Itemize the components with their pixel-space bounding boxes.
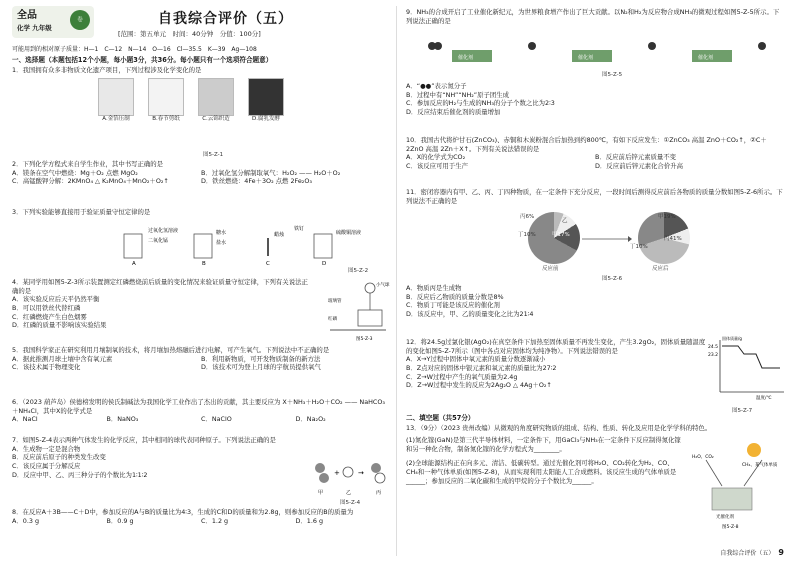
option-c: C．高锰酸钾分解：2KMnO₄ △ K₂MnO₄＋MnO₂＋O₂↑ xyxy=(12,177,169,186)
label-jia-before: 甲17% xyxy=(552,232,570,238)
label-nail: 铁钉 xyxy=(294,226,305,232)
gold-foil-image xyxy=(98,78,134,116)
option-a: A．该实验反应后天平仍然平衡 xyxy=(12,295,100,304)
option-a: A.金箔压制 xyxy=(102,116,130,122)
molecule-mid-2 xyxy=(648,42,656,50)
option-b: B．Z点对应的固体中银元素和氧元素的质量比为27∶2 xyxy=(406,363,557,372)
question-stem: 11．密闭容器内有甲、乙、丙、丁四种物质，在一定条件下充分反应，一段时间后测得反应前后各物质的质量分数如图5-Z-6所示。下列说法不正确的是 xyxy=(406,188,783,205)
brand-logo xyxy=(12,6,94,38)
figure-caption: 图5-Z-1 xyxy=(203,152,224,158)
option-a: A．“●●”表示氮分子 xyxy=(406,82,467,90)
label-sugar: 糖水 xyxy=(216,230,227,236)
option-c: C.云锦织造 xyxy=(202,116,230,122)
page-footer xyxy=(720,548,784,559)
brand-name: 全品 xyxy=(17,10,37,21)
molecule-n2-atom xyxy=(434,42,442,50)
question-1 xyxy=(12,66,390,75)
option-b: B.春节剪纸 xyxy=(152,116,180,122)
part-2: (2)全球能源结构正在向多元、清洁、低碳转型。通过光催化剂可将H₂O、CO₂转化为H₂、CO、CH₄和一种气体单质(如图5-Z-8)，从而实现利用太阳能人工合成燃料。该反应生成的气体单质是______；参加反应的二氧化碳和生成的甲烷的分子个数比为______。 xyxy=(406,459,677,485)
arrow-icon: → xyxy=(358,469,364,477)
label-products: CH₄、某气体单质 xyxy=(742,463,778,468)
label-bing-after: 丙41% xyxy=(664,236,682,242)
option-a: A．生成物一定是混合物 xyxy=(12,444,81,453)
question-5 xyxy=(12,346,390,372)
figure-caption: 图5-Z-3 xyxy=(356,337,373,342)
option-d: D．Z→W过程中发生的反应为2Ag₂O △ 4Ag＋O₂↑ xyxy=(406,381,552,390)
question-12 xyxy=(406,338,706,390)
option-b: B．可以用铁丝代替红磷 xyxy=(12,303,81,312)
question-10 xyxy=(406,136,784,171)
label-mno2: 二氧化锰 xyxy=(148,238,169,244)
question-7 xyxy=(12,436,292,479)
label-salt: 盐水 xyxy=(216,240,227,246)
beaker-b xyxy=(194,234,212,258)
exam-scope: [范围：第五单元 时间：40分钟 分值：100分] xyxy=(118,30,261,38)
label-candle: 蜡烛 xyxy=(274,232,285,238)
question-stem: 9．NH₃的合成开启了工业催化新纪元，为世界粮食增产作出了巨大贡献。以N₂和H₂为反应物合成NH₃的微观过程如图5-Z-5所示。下列说法正确的是 xyxy=(406,8,780,25)
question-stem: 6．（2023 葫芦岛）侯德榜发明的侯氏制碱法为我国化学工业作出了杰出的贡献，其主要反应为 X＋NH₃＋H₂O＋CO₂ —— NaHCO₃＋NH₄Cl，其中X的化学式是 xyxy=(12,398,385,415)
figure-5-z-4 xyxy=(308,450,392,500)
label-yi: 乙 xyxy=(562,218,568,224)
question-13 xyxy=(406,424,784,433)
paper-cut-image xyxy=(148,78,184,116)
question-11-options xyxy=(406,284,784,319)
option-c: C．红磷燃烧产生白色烟雾 xyxy=(12,312,87,321)
question-4 xyxy=(12,278,312,330)
molecule-bing xyxy=(371,463,381,473)
footer-title: 自我综合评价（五） xyxy=(720,550,775,558)
option-d: D．红磷的质量不影响该实验结果 xyxy=(12,321,107,330)
option-b: B．反应后乙物质的质量分数是8% xyxy=(406,292,504,301)
arrow-icon xyxy=(582,234,632,244)
sun-icon xyxy=(747,443,761,457)
label-bing-before: 丙6% xyxy=(520,214,535,220)
figure-caption: 图5-Z-7 xyxy=(732,408,753,414)
label-catalyst: 光催化剂 xyxy=(716,515,734,520)
figure-5-z-2 xyxy=(118,218,378,266)
molecule-jia xyxy=(315,463,325,473)
plus-icon: + xyxy=(334,469,340,477)
figure-5-z-5 xyxy=(422,36,782,72)
option-c: C．NaClO xyxy=(201,415,232,424)
option-c: C．该反应属于分解反应 xyxy=(12,461,81,470)
molecule-yi xyxy=(343,467,353,477)
question-2 xyxy=(12,160,390,186)
label-before: 反应前 xyxy=(542,266,559,272)
question-stem: 12．将24.5g过氯化银(AgO₂)在真空条件下加热至固体质量不再发生变化，产生3.2gO₂，固体质量随温度的变化如图5-Z-7所示（图中各点对应固体均为纯净物）。下列说法错误的是 xyxy=(406,338,706,355)
label-balloon: 小气球 xyxy=(376,283,390,288)
option-d: D．Na₂O₂ xyxy=(295,415,326,424)
label-h2o2: 过氧化氢溶液 xyxy=(148,228,179,234)
option-c: C．1.2 g xyxy=(201,516,229,525)
label-jia: 甲 xyxy=(318,490,324,496)
flask xyxy=(358,310,382,326)
option-a: A．镁条在空气中燃烧：Mg＋O₂ 点燃 MgO₂ xyxy=(12,168,138,177)
brand-subject: 化学 九年级 xyxy=(17,24,52,32)
label-ding-after: 丁10% xyxy=(630,244,648,250)
question-stem: 2．下列化学方程式来自学生作业，其中书写正确的是 xyxy=(12,160,164,168)
label-b: B xyxy=(202,261,206,266)
y-tick-1: 24.5 xyxy=(708,345,719,350)
option-a: A．X的化学式为CO₂ xyxy=(406,153,466,162)
molecule-jia-atom xyxy=(319,473,329,483)
option-b: B．利用新物质，可开发物质制备的新方法 xyxy=(201,354,321,363)
option-d: D．1.6 g xyxy=(295,516,324,525)
brand-badge: 卷 xyxy=(70,10,90,30)
right-column xyxy=(402,0,792,565)
section-title-2: 二、填空题（共57分） xyxy=(406,414,475,422)
option-c: C．该反应可用于生产 xyxy=(406,161,468,170)
option-a: A．0.3 g xyxy=(12,516,40,525)
option-b: B．反应前后锌元素质量不变 xyxy=(595,153,677,162)
label-tube: 玻璃管 xyxy=(328,299,342,304)
section-title-1: 一、选择题（本题包括12个小题，每小题3分，共36分。每小题只有一个选项符合题意） xyxy=(12,56,273,64)
brocade-image xyxy=(198,78,234,116)
page-title: 自我综合评价（五） xyxy=(158,11,293,27)
figure-5-z-1 xyxy=(98,78,284,123)
question-3 xyxy=(12,208,390,217)
figure-5-z-7 xyxy=(708,336,788,406)
option-d: D．该技术可为登上月球的宇航员提供氧气 xyxy=(201,363,321,372)
option-c: C．物质丁可能是该反应的催化剂 xyxy=(406,301,500,310)
figure-5-z-8 xyxy=(692,440,788,530)
part-1: (1)氮化镓(GaN)是第三代半导体材料，一定条件下，用GaCl₃与NH₃在一定条件下反应制得氮化镓和另一种化合物，制备氮化镓的化学方程式为________。 xyxy=(406,436,681,453)
x-axis-label: 温度/℃ xyxy=(756,396,772,401)
question-stem: 5．我国科学家正在研究利用月壤制氧的技术，将月壤加热熔融后进行电解，可产生氧气。下列说法中不正确的是 xyxy=(12,346,330,354)
question-stem: 1．我国拥有众多非物质文化遗产项目，下列过程涉及化学变化的是 xyxy=(12,66,202,74)
option-d: D．铁丝燃烧：4Fe＋3O₂ 点燃 2Fe₂O₃ xyxy=(201,177,312,186)
option-d: D．反应结束后催化剂的质量增加 xyxy=(406,107,501,116)
figure-caption: 图5-Z-4 xyxy=(340,500,361,506)
question-stem: 4．某同学用如图5-Z-3所示装置测定红磷燃烧前后质量的变化情况来验证质量守恒定律，下列有关说法正确的是 xyxy=(12,278,308,295)
mass-curve xyxy=(722,346,780,368)
option-b: B．过氧化氢分解制取氧气：H₂O₂ —— H₂O＋O₂ xyxy=(201,168,341,177)
beaker-d xyxy=(314,234,332,258)
option-b: B．过程中有“NH”“NH₂”原子团生成 xyxy=(406,90,510,99)
figure-caption: 图5-Z-5 xyxy=(602,72,623,78)
option-a: A．物质丙是生成物 xyxy=(406,284,462,292)
left-column xyxy=(8,0,392,565)
label-after: 反应后 xyxy=(652,266,669,272)
molecule-mid xyxy=(528,42,536,50)
question-8 xyxy=(12,508,390,525)
label-yi: 乙 xyxy=(346,490,352,496)
y-axis-label: 固体质量/g xyxy=(722,336,742,341)
question-9-options xyxy=(406,82,784,117)
balloon xyxy=(365,283,375,293)
figure-5-z-3 xyxy=(326,280,390,342)
label-bing: 丙 xyxy=(376,490,382,496)
label-cuso4: 硫酸铜溶液 xyxy=(336,230,362,236)
label-reactants: H₂O、CO₂ xyxy=(692,455,714,460)
catalyst-label-3: 催化剂 xyxy=(698,55,714,61)
option-d: D．该反应中，甲、乙的质量变化之比为21∶4 xyxy=(406,309,534,318)
question-11 xyxy=(406,188,784,205)
option-a: A．据此推测月球土壤中含有氧元素 xyxy=(12,354,113,363)
catalyst-box xyxy=(712,488,752,510)
column-divider xyxy=(396,6,397,556)
figure-caption: 图5-Z-2 xyxy=(348,268,369,274)
arrow-in xyxy=(706,460,722,486)
question-stem: 13．（9分）（2023 贵州改编）从微观的角度研究物质的组成、结构、性质、转化及应用是化学学科的特色。 xyxy=(406,424,712,432)
question-stem: 7．如图5-Z-4表示两种气体发生的化学反应，其中相同的球代表同种原子。下列说法正确的是 xyxy=(12,436,276,444)
option-b: B．NaNO₃ xyxy=(106,415,139,424)
catalyst-label-2: 催化剂 xyxy=(578,55,594,61)
molecule-bing-atom xyxy=(375,473,385,483)
question-9 xyxy=(406,8,784,25)
catalyst-label-1: 催化剂 xyxy=(458,55,474,61)
option-a: A．NaCl xyxy=(12,415,38,424)
question-stem: 3．下列实验能够直接用于验证质量守恒定律的是 xyxy=(12,208,151,216)
option-d: D．反应中甲、乙、丙三种分子的个数比为1∶1∶2 xyxy=(12,470,148,479)
label-a: A xyxy=(132,261,136,266)
question-13-parts xyxy=(406,436,682,485)
option-c: C．该技术属于物理变化 xyxy=(12,363,81,372)
label-ding-before: 丁10% xyxy=(518,232,536,238)
option-c: C．参加反应的H₂与生成的NH₃的分子个数之比为2∶3 xyxy=(406,99,555,108)
molecule-nh3 xyxy=(758,42,766,50)
page-number: 9 xyxy=(778,548,784,558)
label-jia-after: 甲19% xyxy=(658,214,676,220)
option-c: C．Z→W过程中产生的氧气质量为2.4g xyxy=(406,372,518,381)
option-d: D.腐乳发酵 xyxy=(252,116,280,122)
question-6 xyxy=(12,398,390,424)
label-d: D xyxy=(322,261,327,266)
y-tick-2: 23.2 xyxy=(708,353,719,358)
question-stem: 10．我国古代将炉甘石(ZnCO₃)、赤铜和木炭粉混合后加热到约800℃，有如下反应发生：①ZnCO₃ 高温 ZnO＋CO₂↑，②C＋2ZnO 高温 2Zn＋X↑。下列有关说法错误的是 xyxy=(406,136,767,153)
beaker-a xyxy=(124,234,142,258)
question-stem: 8．在反应A＋3B——C＋D中，参加反应的A与B的质量比为4∶3，生成的C和D的质量和为2.8g，则参加反应的B的质量为 xyxy=(12,508,354,516)
option-b: B．0.9 g xyxy=(106,516,134,525)
atomic-masses: 可能用到的相对原子质量：H—1 C—12 N—14 O—16 Cl—35.5 K—39 Ag—108 xyxy=(12,46,257,53)
option-b: B．反应前后原子的种类发生改变 xyxy=(12,453,106,462)
option-a: A．X→Y过程中固体中氧元素的质量分数逐渐减小 xyxy=(406,355,546,364)
figure-caption: 图5-Z-6 xyxy=(602,276,623,282)
option-d: D．反应前后锌元素化合价升高 xyxy=(595,161,683,170)
label-c: C xyxy=(266,261,270,266)
tofu-image xyxy=(248,78,284,116)
label-phosphorus: 红磷 xyxy=(328,317,337,322)
figure-caption: 图5-Z-8 xyxy=(722,525,739,530)
